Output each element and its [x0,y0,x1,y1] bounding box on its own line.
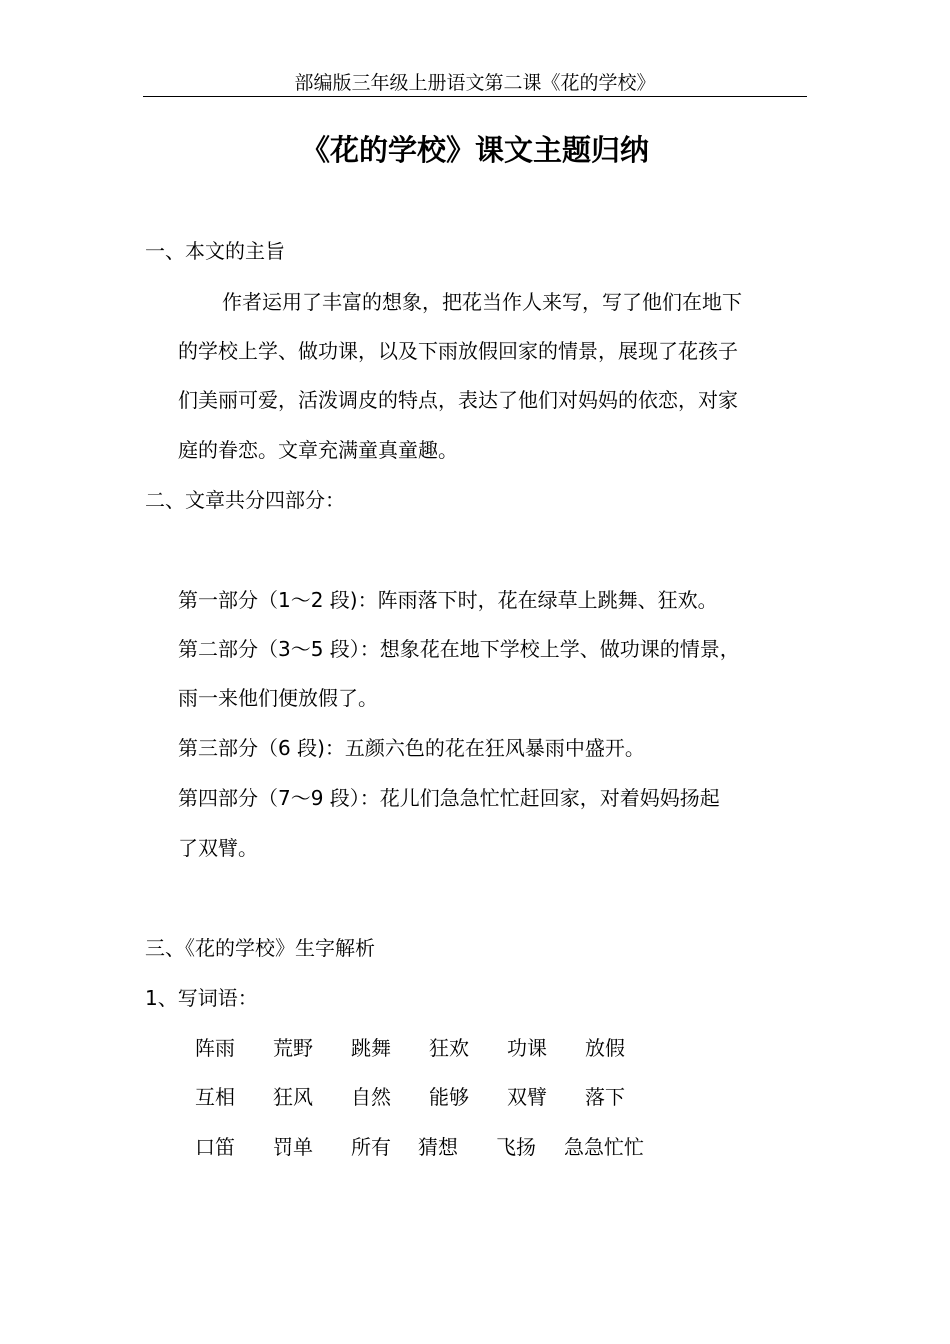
word-item: 双臂 [507,1085,547,1109]
word-item: 功课 [507,1036,547,1060]
word-item: 狂欢 [429,1036,469,1060]
section1-line-1: 作者运用了丰富的想象，把花当作人来写，写了他们在地下 [222,290,742,314]
section2-line-3: 雨一来他们便放假了。 [178,686,378,710]
section2-line-5: 第四部分（7～9 段）：花儿们急急忙忙赶回家，对着妈妈扬起 [178,786,720,810]
section3-subheading: 1、写词语： [145,986,258,1010]
document-title: 《花的学校》课文主题归纳 [300,133,649,167]
word-item: 所有 [351,1135,391,1159]
section2-heading: 二、文章共分四部分： [145,488,345,512]
word-item: 口笛 [195,1135,235,1159]
section1-line-2: 的学校上学、做功课，以及下雨放假回家的情景，展现了花孩子 [178,339,738,363]
section1-line-3: 们美丽可爱，活泼调皮的特点，表达了他们对妈妈的依恋，对家 [178,388,738,412]
header-text: 部编版三年级上册语文第二课《花的学校》 [294,72,656,94]
word-item: 跳舞 [351,1036,391,1060]
word-item: 能够 [429,1085,469,1109]
word-item: 互相 [195,1085,235,1109]
word-item: 狂风 [273,1085,313,1109]
word-item: 飞扬 [496,1135,536,1159]
word-item: 猜想 [418,1135,458,1159]
word-item: 阵雨 [195,1036,235,1060]
word-item: 荒野 [273,1036,313,1060]
section1-line-4: 庭的眷恋。文章充满童真童趣。 [178,438,458,462]
word-item: 自然 [351,1085,391,1109]
section1-heading: 一、本文的主旨 [145,239,285,263]
word-item: 落下 [585,1085,625,1109]
word-item: 罚单 [273,1135,313,1159]
section2-line-2: 第二部分（3～5 段）：想象花在地下学校上学、做功课的情景， [178,637,740,661]
page-header [143,70,807,97]
section2-line-4: 第三部分（6 段)：五颜六色的花在狂风暴雨中盛开。 [178,736,645,760]
section2-line-1: 第一部分（1～2 段)：阵雨落下时，花在绿草上跳舞、狂欢。 [178,588,718,612]
section3-heading: 三、《花的学校》生字解析 [145,936,375,960]
word-item: 放假 [585,1036,625,1060]
word-item: 急急忙忙 [564,1135,644,1159]
section2-line-6: 了双臂。 [178,836,258,860]
